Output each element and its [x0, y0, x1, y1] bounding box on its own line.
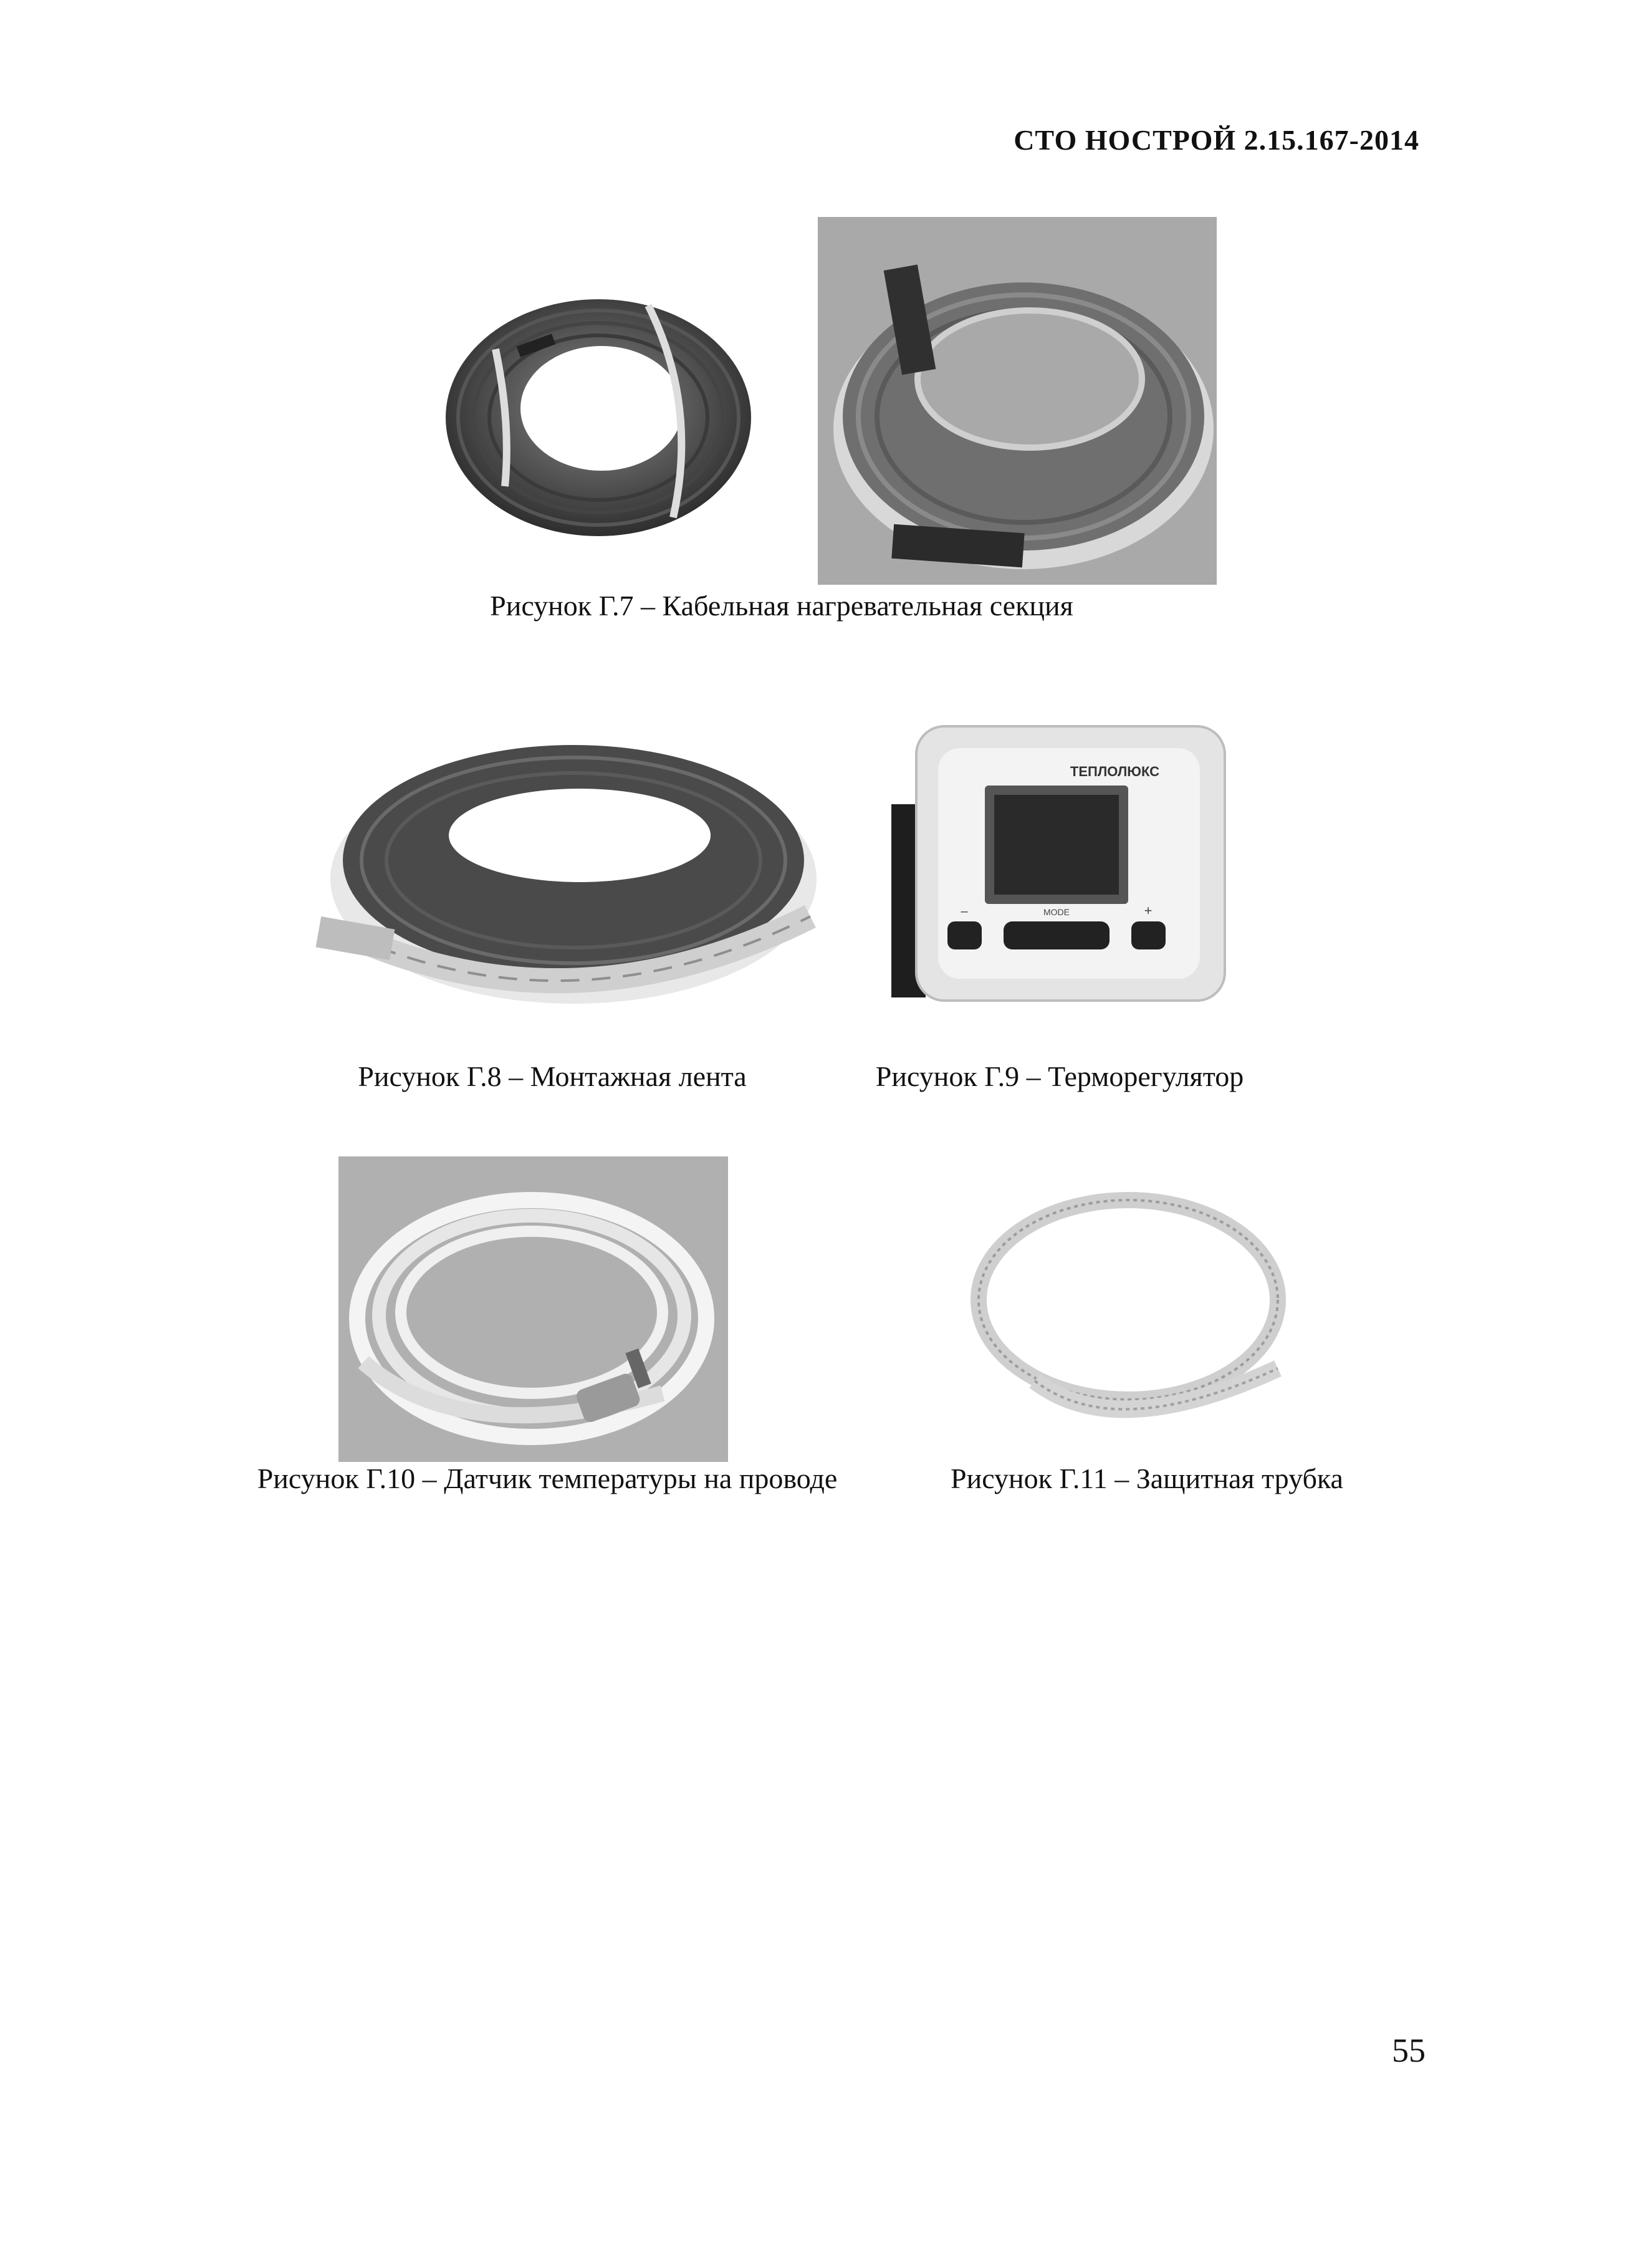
- figure-g10-caption: Рисунок Г.10 – Датчик температуры на проводе: [257, 1463, 838, 1494]
- figure-g7-coil-large: [818, 217, 1217, 585]
- figure-g7-coil-small: [436, 281, 760, 549]
- thermostat-minus-button: [947, 921, 982, 949]
- figure-g8-caption: Рисунок Г.8 – Монтажная лента: [358, 1060, 747, 1092]
- thermostat-mode-label: MODE: [1043, 907, 1070, 917]
- figure-g9-thermostat: [891, 723, 1228, 1004]
- document-header: СТО НОСТРОЙ 2.15.167-2014: [1014, 124, 1419, 156]
- figure-g10-temperature-sensor: [338, 1156, 728, 1462]
- figure-g11-caption: Рисунок Г.11 – Защитная трубка: [951, 1463, 1343, 1494]
- thermostat-mode-button: [1004, 921, 1110, 949]
- thermostat-brand-label: ТЕПЛОЛЮКС: [1070, 764, 1159, 779]
- page-number: 55: [1392, 2032, 1426, 2069]
- figure-g8-mounting-tape: [312, 711, 823, 1022]
- thermostat-plus-button: [1131, 921, 1166, 949]
- thermostat-plus-label: +: [1144, 903, 1153, 918]
- figure-g9-caption: Рисунок Г.9 – Терморегулятор: [875, 1060, 1244, 1092]
- thermostat-minus-label: –: [961, 905, 968, 918]
- figure-g7-caption: Рисунок Г.7 – Кабельная нагревательная секция: [490, 590, 1073, 622]
- figure-g11-protective-tube: [954, 1181, 1303, 1449]
